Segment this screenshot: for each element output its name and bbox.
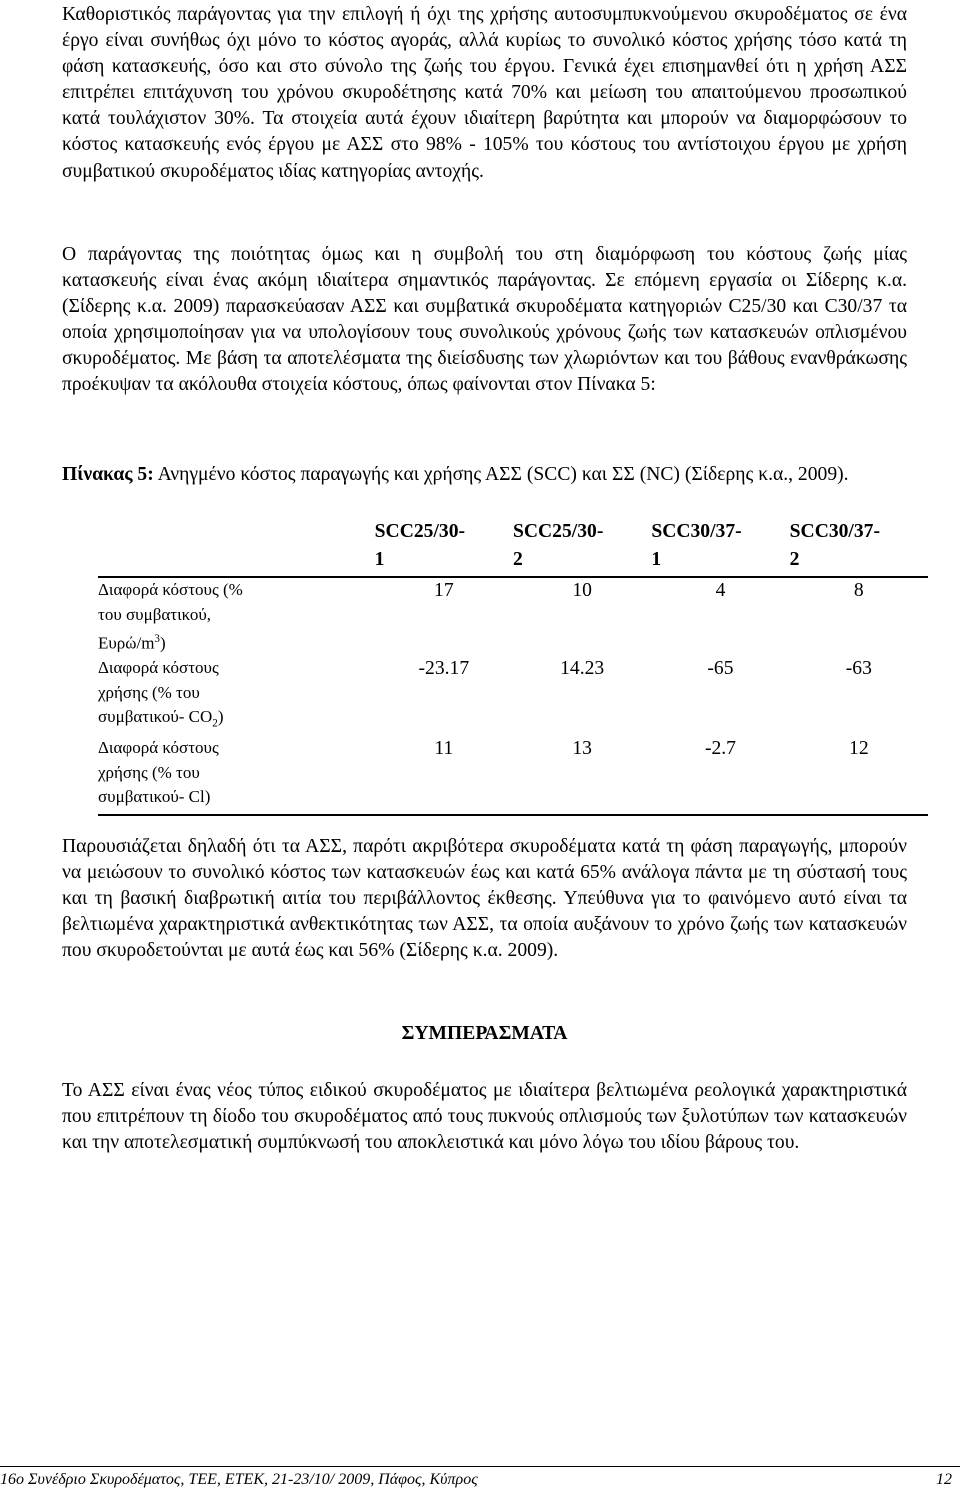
- row-label-line: συμβατικού- CO: [98, 707, 213, 727]
- header-line: SCC25/30-: [512, 521, 604, 542]
- table-caption-text: Ανηγμένο κόστος παραγωγής και χρήσης ΑΣΣ (SCC) και ΣΣ (NC) (Σίδερης κ.α., 2009).: [153, 464, 849, 485]
- row-label-line: Διαφορά κόστους: [98, 738, 219, 758]
- row-label-subscript: 2: [212, 717, 218, 730]
- header-line: 2: [789, 549, 800, 570]
- paragraph-conclusions: Το ΑΣΣ είναι ένας νέος τύπος ειδικού σκυροδέματος με ιδιαίτερα βελτιωμένα ρεολογικά χαρακτηριστικά που επιτρέπουν τη δίοδο του σκυροδέματος από τους πυκνούς οπλισμούς των ξυλοτύπων των κατασκευών και την αποτελεσματική συμπύκνωσή του αποκλειστικά και μόνο λόγω του ιδίου βάρους του.: [62, 1080, 907, 1154]
- table-row: [98, 656, 928, 736]
- table-cell: 4: [715, 580, 726, 601]
- row-label-tail: ): [159, 633, 166, 653]
- row-label-line: Διαφορά κόστους: [98, 658, 219, 678]
- row-label-usage-cl: [98, 736, 375, 815]
- table-row: [98, 736, 928, 815]
- table-row: [98, 577, 928, 656]
- table-caption-label: Πίνακας 5:: [62, 464, 154, 485]
- header-line: SCC30/37-: [789, 521, 880, 542]
- page-number: 12: [936, 1471, 952, 1488]
- table-cell: -63: [845, 658, 872, 680]
- header-line: SCC25/30-: [374, 521, 466, 542]
- table-header-scc2530-1: [375, 518, 513, 577]
- table-cell: 13: [513, 736, 651, 815]
- row-label-superscript: 3: [154, 633, 160, 645]
- row-label-cost-difference: [98, 577, 375, 656]
- row-label-line: Ευρώ/m: [98, 633, 155, 653]
- cost-table: [98, 518, 928, 816]
- paragraph-cost-factors: Καθοριστικός παράγοντας για την επιλογή ή όχι της χρήσης αυτοσυμπυκνούμενου σκυροδέματος σε ένα έργο είναι συνήθως όχι μόνο το κόστος αγοράς, αλλά κυρίως το συνολικό κόστος χρήσης τόσο κατά τη φάση κατασκευής, όσο και στο σύνολο της ζωής του έργου. Γενικά έχει επισημανθεί ότι η χρήση ΑΣΣ επιτρέπει επιτάχυνση του χρόνου σκυροδέτησης κατά 70% και μείωση του απαιτούμενου προσωπικού κατά τουλάχιστον 30%. Τα στοιχεία αυτά έχουν ιδιαίτερη βαρύτητα και μπορούν να διαμορφώσουν το κόστος κατασκευής ενός έργου με ΑΣΣ στο 98% - 105% του κόστους του αντίστοιχου έργου με χρήση συμβατικού σκυροδέματος ιδίας κατηγορίας αντοχής.: [62, 4, 907, 182]
- table-cell: 12: [790, 736, 928, 815]
- row-label-line: Διαφορά κόστους (%: [98, 580, 243, 599]
- row-label-line: χρήσης (% του: [98, 762, 200, 782]
- table-cell: 17: [434, 580, 454, 601]
- section-heading-conclusions: ΣΥΜΠΕΡΑΣΜΑΤΑ: [401, 1023, 568, 1044]
- header-line: SCC30/37-: [651, 521, 742, 542]
- footer-conference: 16ο Συνέδριο Σκυροδέματος, ΤΕΕ, ΕΤΕΚ, 21-23/10/ 2009, Πάφος, Κύπρος: [0, 1471, 478, 1488]
- table-cell: 10: [572, 580, 592, 601]
- table-header-scc3037-1: [651, 518, 789, 577]
- header-line: 1: [374, 549, 385, 570]
- table-cell: -2.7: [651, 736, 789, 815]
- paragraph-quality-factor: Ο παράγοντας της ποιότητας όμως και η συμβολή του στη διαμόρφωση του κόστους ζωής μίας κατασκευής είναι ένας ακόμη ιδιαίτερα σημαντικός παράγοντας. Σε επόμενη εργασία οι Σίδερης κ.α. (Σίδερης κ.α. 2009) παρασκεύασαν ΑΣΣ και συμβατικά σκυροδέματα κατηγοριών C25/30 και C30/37 τα οποία χρησιμοποίησαν για να υπολογίσουν τους συνολικούς χρόνους ζωής των κατασκευών οπλισμένου σκυροδέματος. Με βάση τα αποτελέσματα της διείσδυσης των χλωριόντων και του βάθους ενανθράκωσης προέκυψαν τα ακόλουθα στοιχεία κόστους, όπως φαίνονται στον Πίνακα 5:: [62, 244, 907, 396]
- paragraph-scc-conclusion: Παρουσιάζεται δηλαδή ότι τα ΑΣΣ, παρότι ακριβότερα σκυροδέματα κατά τη φάση παραγωγής, μπορούν να μειώσουν το συνολικό κόστος των κατασκευών έως και κατά 65% ανάλογα πάντα με τη σύστασή τους και τη βασική διαβρωτική αιτία του περιβάλλοντος έκθεσης. Υπεύθυνα για το φαινόμενο αυτό είναι τα βελτιωμένα χαρακτηριστικά ανθεκτικότητας των ΑΣΣ, τα οποία αυξάνουν το χρόνο ζωής των κατασκευών που σκυροδετούνται με αυτά έως και 56% (Σίδερης κ.α. 2009).: [62, 836, 907, 962]
- table-cell: -23.17: [418, 658, 470, 680]
- table-cell: -65: [707, 658, 734, 680]
- table-caption: [62, 462, 907, 488]
- table-cell: 8: [853, 580, 864, 601]
- table-header-row: [98, 518, 928, 577]
- table-header-scc2530-2: [513, 518, 651, 577]
- table-header-blank: [98, 518, 375, 577]
- row-label-line: του συμβατικού,: [98, 604, 212, 624]
- table-cell: 14.23: [560, 658, 605, 680]
- row-label-line: συμβατικού- Cl): [98, 787, 211, 807]
- row-label-usage-co2: [98, 656, 375, 736]
- table-cell: 11: [375, 736, 513, 815]
- footer-divider: [0, 1466, 960, 1467]
- header-line: 2: [512, 549, 523, 570]
- row-label-line: χρήσης (% του: [98, 682, 200, 702]
- table-header-scc3037-2: [790, 518, 928, 577]
- row-label-tail: ): [217, 707, 224, 727]
- header-line: 1: [651, 549, 662, 570]
